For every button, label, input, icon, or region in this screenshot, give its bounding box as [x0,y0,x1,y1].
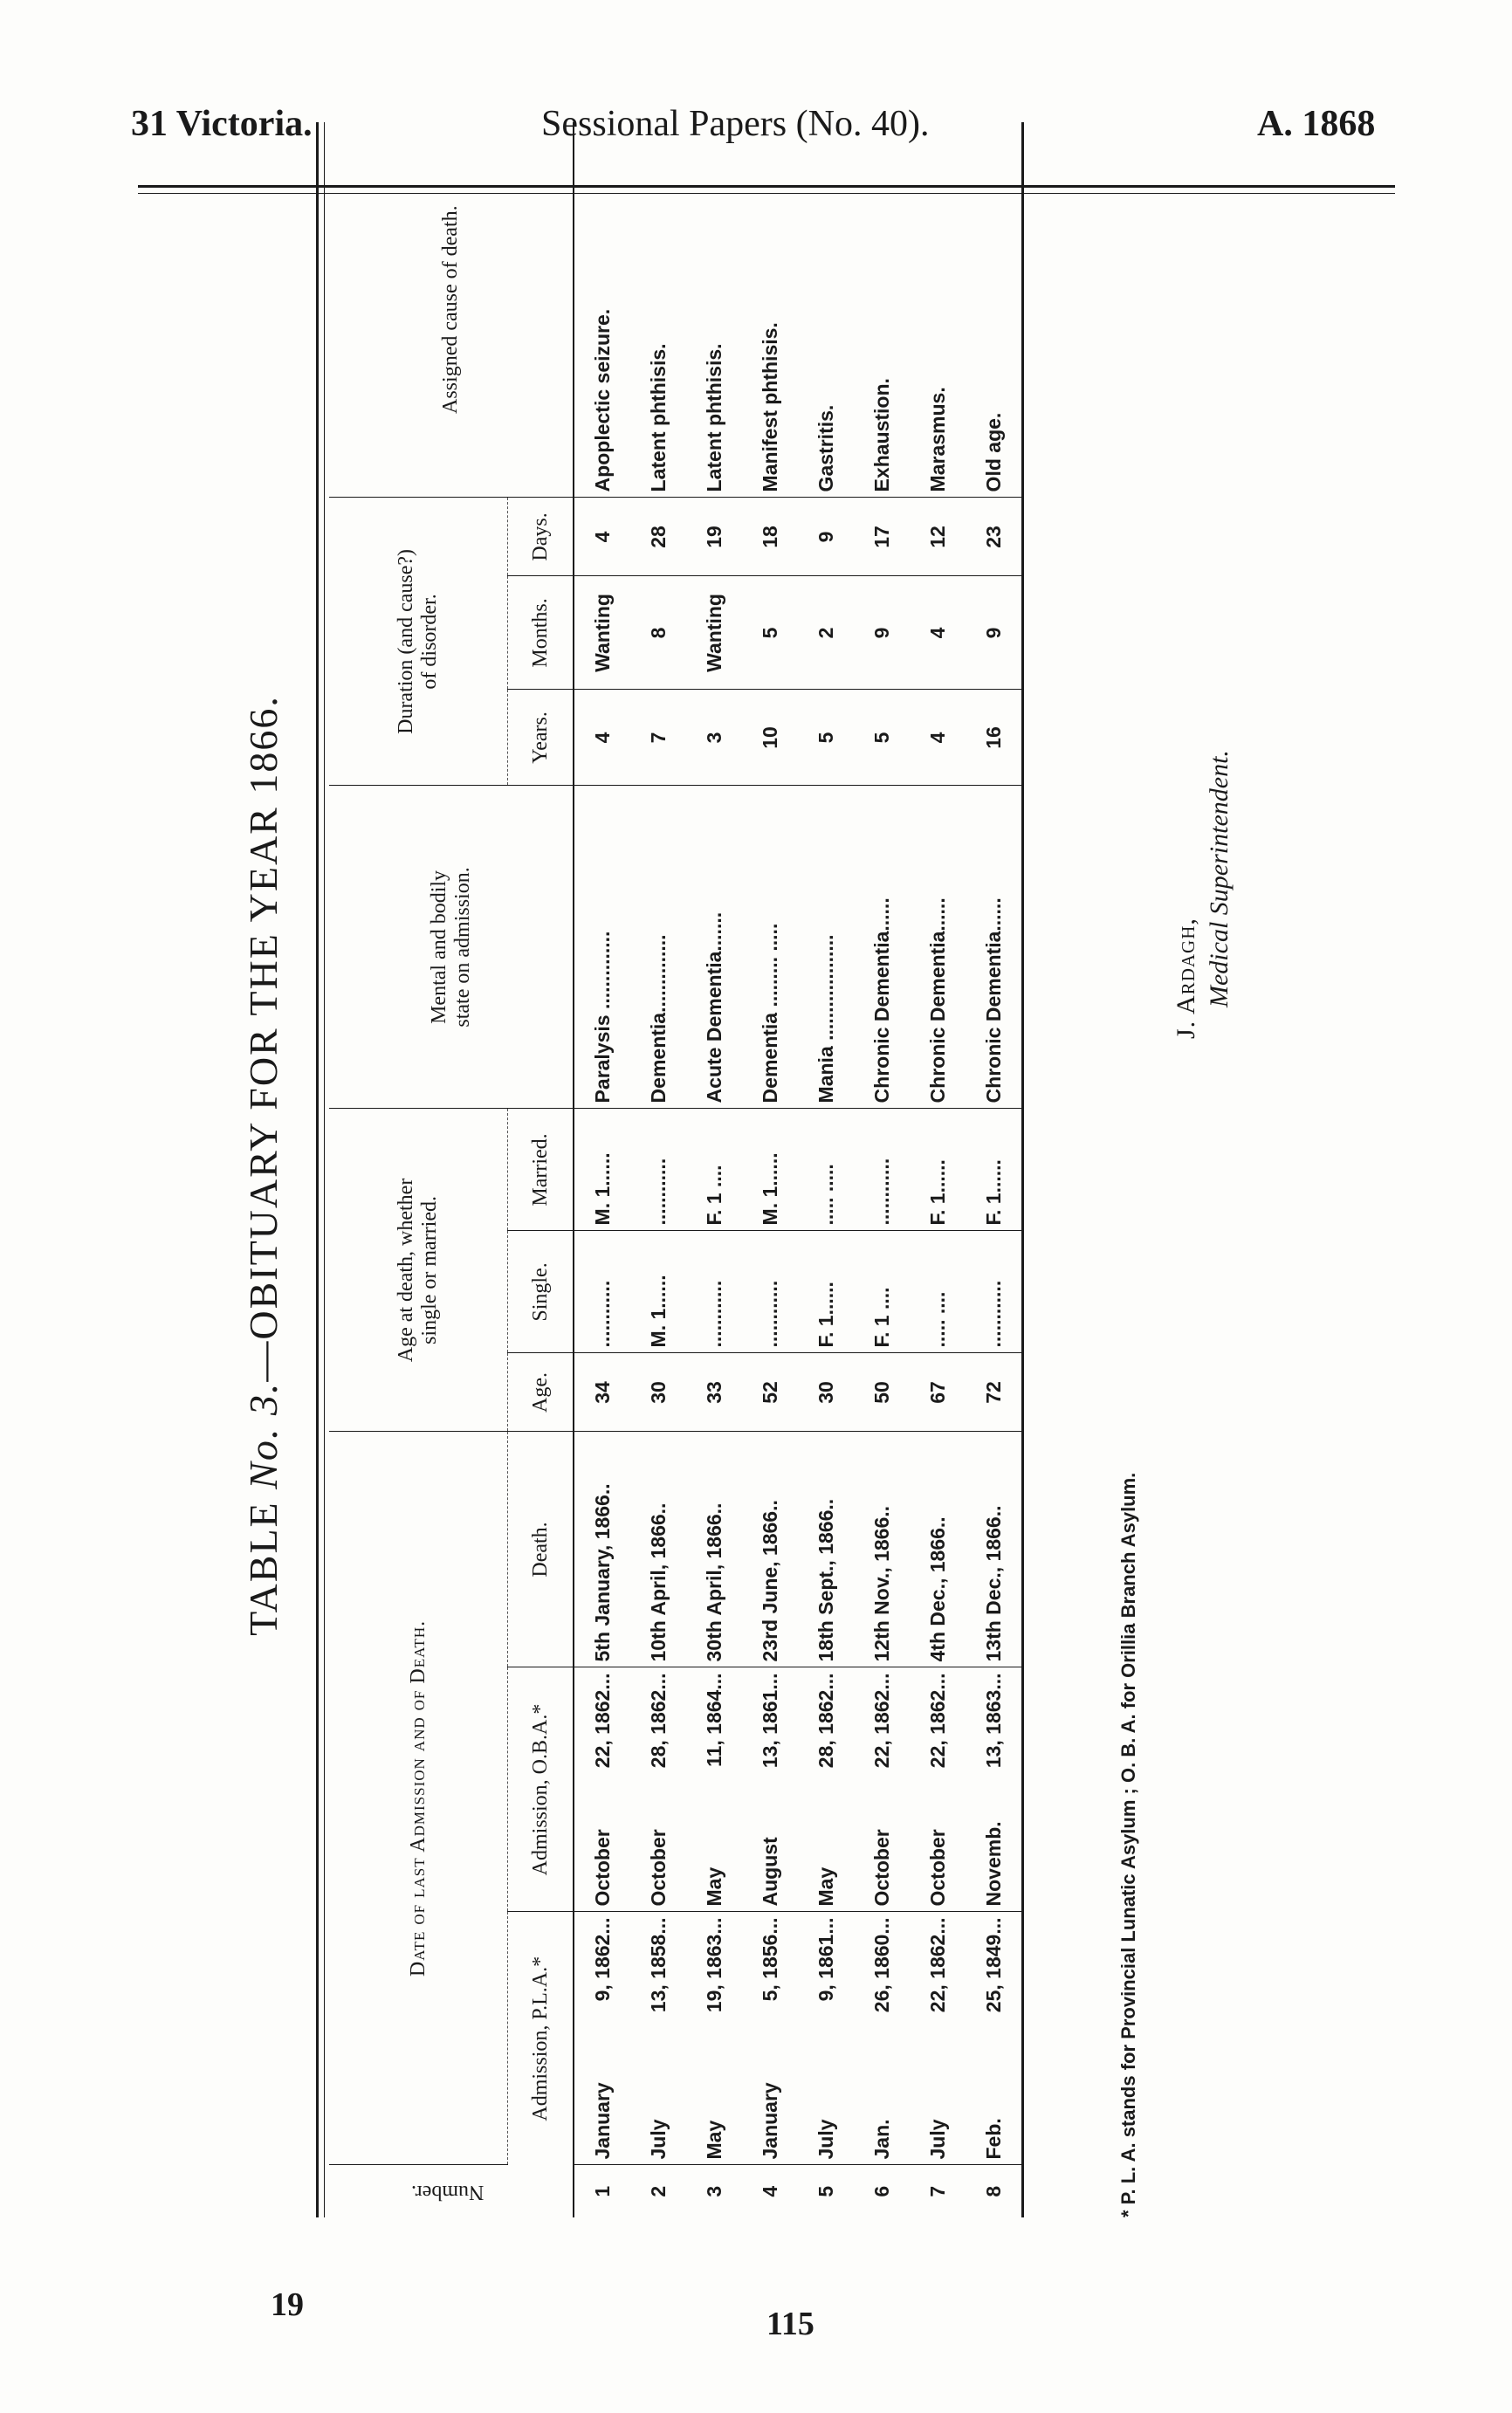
admission-oba: October 22, 1862... [854,1667,910,1912]
single-status: M. 1...... [630,1231,686,1353]
header-dates-group: Date of last Admission and of Death. [329,1432,508,2165]
header-admission-pla: Admission, P.L.A.* [508,1912,574,2165]
duration-years: 4 [910,690,966,786]
age-at-death: 52 [742,1353,798,1432]
obituary-table-frame [316,122,1024,2217]
admission-oba: October 22, 1862... [910,1667,966,1912]
footer-page-number-center: 115 [766,2306,814,2342]
cause-of-death: Manifest phthisis. [742,122,798,498]
admission-pla: Jan. 26, 1860... [854,1912,910,2165]
duration-months: 5 [742,576,798,690]
age-at-death: 50 [854,1353,910,1432]
death-date: 12th Nov., 1866.. [854,1432,910,1667]
duration-days: 28 [630,498,686,576]
married-status: F. 1 .... [686,1109,742,1231]
married-status: M. 1...... [574,1109,630,1231]
table-title-number: No. 3. [241,1381,285,1489]
single-status: F. 1 .... [854,1231,910,1353]
row-number: 1 [590,2185,614,2197]
cause-of-death: Gastritis. [798,122,854,498]
married-status: M. 1...... [742,1109,798,1231]
duration-months: Wanting [686,576,742,690]
table-row [630,122,686,2217]
admission-pla: May 19, 1863... [686,1912,742,2165]
state-on-admission: Mania ................... [798,786,854,1109]
single-status: ............ [574,1231,630,1353]
cause-of-death: Apoplectic seizure. [574,122,630,498]
age-at-death: 72 [966,1353,1021,1432]
duration-years: 10 [742,690,798,786]
duration-years: 5 [854,690,910,786]
single-status: ............ [742,1231,798,1353]
header-years: Years. [508,690,574,786]
duration-months: 2 [798,576,854,690]
admission-oba: August 13, 1861... [742,1667,798,1912]
duration-years: 7 [630,690,686,786]
table-head [329,122,574,2217]
row-number: 3 [702,2185,725,2197]
duration-years: 5 [798,690,854,786]
cause-of-death: Marasmus. [910,122,966,498]
duration-months: 9 [854,576,910,690]
duration-months: 4 [910,576,966,690]
admission-pla: January 9, 1862... [574,1912,630,2165]
header-state-on-admission: Mental and bodily state on admission. [329,786,574,1109]
single-status: F. 1...... [798,1231,854,1353]
table-row [854,122,910,2217]
table-title-prefix: TABLE [241,1501,285,1636]
header-age: Age. [508,1353,574,1432]
row-number: 2 [646,2185,670,2197]
row-number: 6 [869,2185,893,2197]
duration-days: 17 [854,498,910,576]
admission-pla: July 9, 1861... [798,1912,854,2165]
header-duration-group: Duration (and cause?) of disorder. [329,498,508,786]
married-status: F. 1...... [966,1109,1021,1231]
admission-pla: Feb. 25, 1849... [966,1912,1021,2165]
married-status: F. 1...... [910,1109,966,1231]
death-date: 18th Sept., 1866.. [798,1432,854,1667]
table-row [798,122,854,2217]
duration-days: 18 [742,498,798,576]
header-admission-oba: Admission, O.B.A.* [508,1667,574,1912]
running-head-left: 31 Victoria. [131,104,313,144]
admission-pla: July 13, 1858... [630,1912,686,2165]
age-at-death: 30 [630,1353,686,1432]
death-date: 13th Dec., 1866.. [966,1432,1021,1667]
state-on-admission: Dementia.............. [630,786,686,1109]
header-age-group: Age at death, whether single or married. [329,1109,508,1432]
admission-pla: July 22, 1862... [910,1912,966,2165]
signature-name: J. Ardagh, [1172,918,1200,1039]
admission-oba: October 22, 1862... [574,1667,630,1912]
table-row [742,122,798,2217]
duration-months: 9 [966,576,1021,690]
cause-of-death: Latent phthisis. [630,122,686,498]
header-single: Single. [508,1231,574,1353]
state-on-admission: Paralysis .............. [574,786,630,1109]
duration-years: 16 [966,690,1021,786]
header-days: Days. [508,498,574,576]
state-on-admission: Chronic Dementia...... [854,786,910,1109]
admission-oba: May 28, 1862... [798,1667,854,1912]
age-at-death: 67 [910,1353,966,1432]
duration-days: 23 [966,498,1021,576]
state-on-admission: Acute Dementia....... [686,786,742,1109]
row-number: 7 [925,2185,949,2197]
row-number: 8 [981,2185,1005,2197]
header-number: Number. [411,2180,485,2203]
married-status: ..... ..... [798,1109,854,1231]
married-status: ............ [854,1109,910,1231]
state-on-admission: Chronic Dementia...... [966,786,1021,1109]
admission-oba: May 11, 1864... [686,1667,742,1912]
death-date: 30th April, 1866.. [686,1432,742,1667]
table-title [236,96,292,2235]
rotated-table-page [236,96,1327,2235]
death-date: 10th April, 1866.. [630,1432,686,1667]
duration-years: 4 [574,690,630,786]
table-body [574,122,1021,2217]
header-months: Months. [508,576,574,690]
single-status: ............ [686,1231,742,1353]
death-date: 5th January, 1866.. [574,1432,630,1667]
duration-days: 19 [686,498,742,576]
admission-oba: October 28, 1862... [630,1667,686,1912]
signature-block [1170,750,1236,1039]
obituary-table [329,122,1021,2217]
age-at-death: 33 [686,1353,742,1432]
duration-days: 12 [910,498,966,576]
duration-days: 4 [574,498,630,576]
header-death: Death. [508,1432,574,1667]
row-number: 5 [814,2185,837,2197]
admission-pla: January 5, 1856... [742,1912,798,2165]
table-row [574,122,630,2217]
age-at-death: 30 [798,1353,854,1432]
cause-of-death: Old age. [966,122,1021,498]
single-status: ..... .... [910,1231,966,1353]
state-on-admission: Dementia ......... ..... [742,786,798,1109]
signature-title: Medical Superintendent. [1205,750,1234,1007]
footer-page-number-left: 19 [271,2286,304,2323]
duration-years: 3 [686,690,742,786]
duration-months: Wanting [574,576,630,690]
death-date: 4th Dec., 1866.. [910,1432,966,1667]
admission-oba: Novemb. 13, 1863... [966,1667,1021,1912]
death-date: 23rd June, 1866.. [742,1432,798,1667]
table-footnote: * P. L. A. stands for Provincial Lunatic Asylum ; O. B. A. for Orillia Branch Asylum. [1117,1472,1139,2217]
duration-months: 8 [630,576,686,690]
cause-of-death: Latent phthisis. [686,122,742,498]
header-married: Married. [508,1109,574,1231]
table-row [686,122,742,2217]
age-at-death: 34 [574,1353,630,1432]
header-cause-of-death: Assigned cause of death. [329,122,574,498]
running-head-center: Sessional Papers (No. 40). [541,104,930,144]
row-number: 4 [758,2185,781,2197]
single-status: ............ [966,1231,1021,1353]
cause-of-death: Exhaustion. [854,122,910,498]
married-status: ............ [630,1109,686,1231]
table-row [966,122,1021,2217]
table-title-main: —OBITUARY FOR THE YEAR 1866. [241,695,285,1382]
duration-days: 9 [798,498,854,576]
table-row [910,122,966,2217]
state-on-admission: Chronic Dementia...... [910,786,966,1109]
running-head-right: A. 1868 [1257,104,1376,144]
